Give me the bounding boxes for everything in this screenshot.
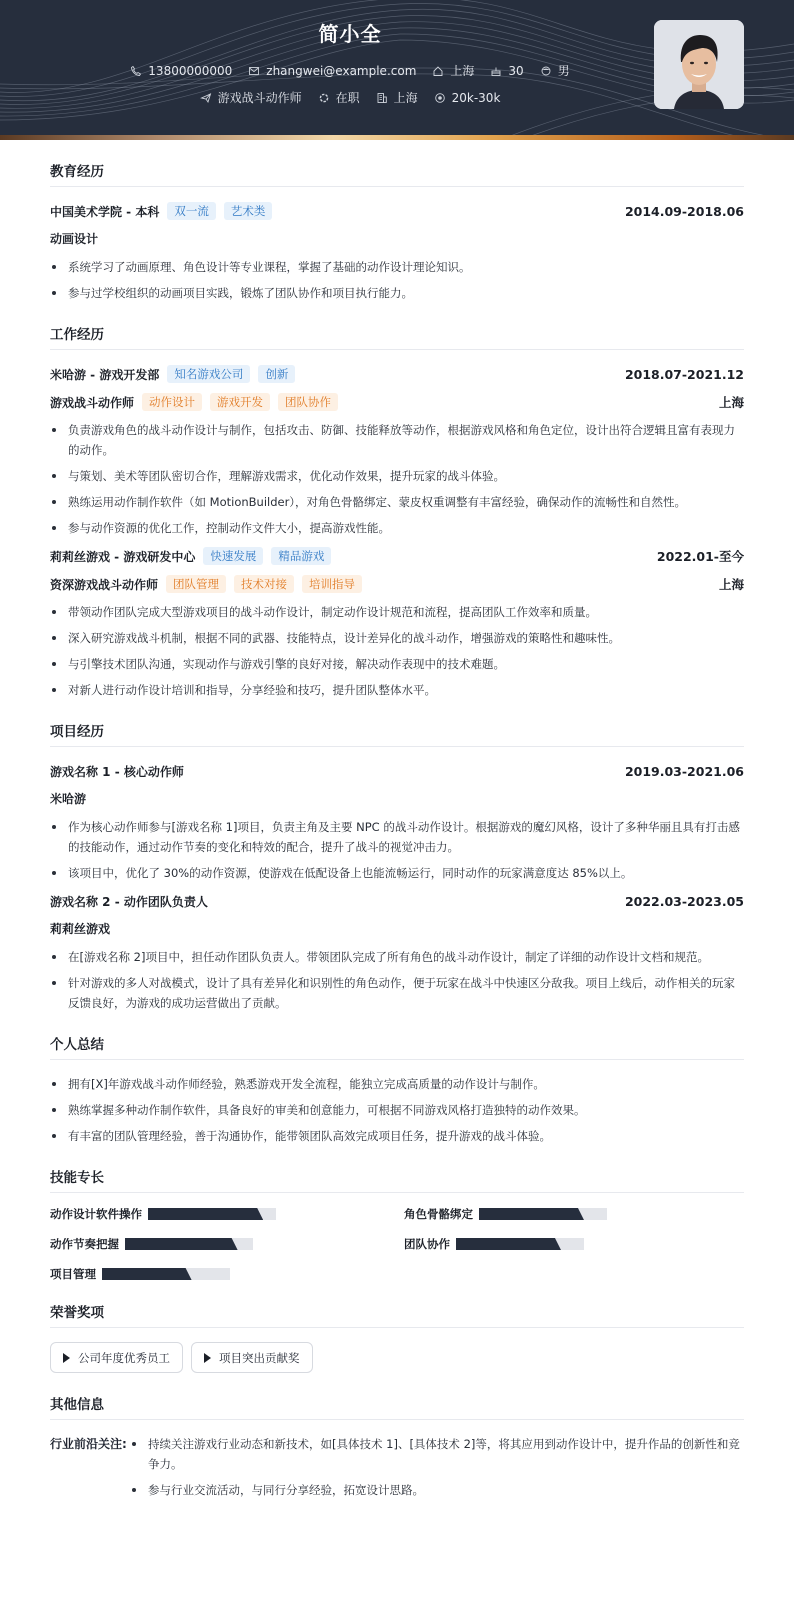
skill-label: 动作节奏把握 [50, 1237, 119, 1251]
job-role: 资深游戏战斗动作师 [50, 577, 159, 592]
project-date: 2022.03-2023.05 [624, 893, 744, 909]
bullet-item: 与引擎技术团队沟通，实现动作与游戏引擎的良好对接，解决动作表现中的技术难题。 [50, 654, 744, 674]
work-date: 2022.01-至今 [656, 549, 744, 564]
employment-status-item [318, 89, 360, 106]
age-item [490, 64, 523, 78]
major: 动画设计 [50, 232, 99, 246]
role-tag: 动作设计 [142, 393, 202, 411]
skill-label: 角色骨骼绑定 [404, 1207, 473, 1221]
role-tag: 团队管理 [166, 575, 226, 593]
industry-focus [50, 1434, 744, 1512]
projects-section [50, 720, 744, 1013]
skill-bar [125, 1238, 253, 1250]
school-tag: 双一流 [167, 202, 216, 220]
project-name: 游戏名称 1 - 核心动作师 [50, 764, 184, 779]
gender-icon [540, 65, 552, 77]
employment-status: 在职 [335, 91, 360, 105]
skill-bar-fill [456, 1238, 561, 1250]
section-title-summary: 个人总结 [50, 1033, 744, 1060]
work-entry [50, 546, 744, 700]
company-tag: 创新 [258, 365, 295, 383]
target-position-item [200, 89, 302, 106]
job-info-row [0, 89, 700, 106]
bullet-item: 系统学习了动画原理、角色设计等专业课程，掌握了基础的动作设计理论知识。 [50, 257, 744, 277]
section-title-education: 教育经历 [50, 160, 744, 187]
expected-salary: 20k-30k [451, 90, 501, 105]
industry-focus-label: 行业前沿关注: [50, 1437, 127, 1451]
skill-item [404, 1237, 744, 1251]
school-name: 中国美术学院 - 本科 [50, 204, 160, 219]
contact-info-row [0, 62, 700, 79]
skill-bar-fill [102, 1268, 192, 1280]
section-title-projects: 项目经历 [50, 720, 744, 747]
skill-bar-fill [479, 1208, 584, 1220]
skill-bar-fill [148, 1208, 263, 1220]
phone-item [130, 64, 232, 78]
skill-bar [102, 1268, 230, 1280]
phone-icon [130, 65, 142, 77]
bullet-item: 负责游戏角色的战斗动作设计与制作，包括攻击、防御、技能释放等动作，根据游戏风格和角色定位，设计出符合逻辑且富有表现力的动作。 [50, 420, 744, 460]
skills-grid [50, 1207, 744, 1281]
status-icon [318, 92, 330, 104]
gender-value: 男 [557, 64, 570, 78]
summary-section [50, 1033, 744, 1146]
award-label: 项目突出贡献奖 [219, 1350, 300, 1365]
project-bullets [50, 817, 744, 883]
section-title-other: 其他信息 [50, 1393, 744, 1420]
awards-list [50, 1342, 744, 1373]
summary-bullets [50, 1074, 744, 1146]
skill-item [50, 1237, 404, 1251]
company-tag: 快速发展 [203, 547, 263, 565]
phone-number: 13800000000 [148, 63, 233, 78]
bullet-item: 针对游戏的多人对战模式，设计了具有差异化和识别性的角色动作，便于玩家在战斗中快速区分敌我。项目上线后，动作相关的玩家反馈良好，为游戏的成功运营做出了贡献。 [50, 973, 744, 1013]
role-tag: 游戏开发 [210, 393, 270, 411]
residence-city: 上海 [450, 64, 475, 78]
role-tag: 技术对接 [234, 575, 294, 593]
skill-bar [456, 1238, 584, 1250]
mail-icon [248, 65, 260, 77]
bullet-item: 该项目中，优化了 30%的动作资源，使游戏在低配设备上也能流畅运行，同时动作的玩家满意度达 85%以上。 [50, 863, 744, 883]
bullet-item: 与策划、美术等团队密切合作，理解游戏需求，优化动作效果，提升玩家的战斗体验。 [50, 466, 744, 486]
email-item [248, 64, 416, 78]
bullet-item: 熟练掌握多种动作制作软件，具备良好的审美和创意能力，可根据不同游戏风格打造独特的动作效果。 [50, 1100, 744, 1120]
bullet-item: 参与过学校组织的动画项目实践，锻炼了团队协作和项目执行能力。 [50, 283, 744, 303]
skill-bar-fill [125, 1238, 238, 1250]
project-bullets [50, 947, 744, 1013]
target-city-item [376, 89, 418, 106]
bullet-item: 参与行业交流活动，与同行分享经验，拓宽设计思路。 [130, 1480, 744, 1500]
work-location: 上海 [718, 577, 744, 592]
target-position: 游戏战斗动作师 [217, 91, 302, 105]
work-date: 2018.07-2021.12 [624, 366, 744, 382]
bullet-item: 深入研究游戏战斗机制，根据不同的武器、技能特点，设计差异化的战斗动作，增强游戏的策略性和趣味性。 [50, 628, 744, 648]
send-icon [200, 92, 212, 104]
work-bullets [50, 602, 744, 700]
target-city: 上海 [393, 91, 418, 105]
portrait-image [654, 20, 744, 109]
role-tag: 培训指导 [302, 575, 362, 593]
section-title-awards: 荣誉奖项 [50, 1301, 744, 1328]
work-section [50, 323, 744, 700]
company-tag: 精品游戏 [271, 547, 331, 565]
project-entry [50, 761, 744, 883]
skills-section [50, 1166, 744, 1281]
bullet-item: 参与动作资源的优化工作，控制动作文件大小，提高游戏性能。 [50, 518, 744, 538]
section-title-skills: 技能专长 [50, 1166, 744, 1193]
project-entry [50, 891, 744, 1013]
award-item [191, 1342, 313, 1373]
award-label: 公司年度优秀员工 [78, 1350, 170, 1365]
residence-item [432, 62, 474, 79]
candidate-name: 简小全 [318, 22, 382, 46]
bullet-item: 带领动作团队完成大型游戏项目的战斗动作设计，制定动作设计规范和流程，提高团队工作效率和质量。 [50, 602, 744, 622]
bullet-item: 持续关注游戏行业动态和新技术，如[具体技术 1]、[具体技术 2]等，将其应用到动作设计中，提升作品的创新性和竞争力。 [130, 1434, 744, 1474]
play-triangle-icon [63, 1353, 70, 1363]
skill-item [50, 1267, 404, 1281]
bullet-item: 熟练运用动作制作软件（如 MotionBuilder），对角色骨骼绑定、蒙皮权重调整有丰富经验，确保动作的流畅性和自然性。 [50, 492, 744, 512]
company-name: 米哈游 - 游戏开发部 [50, 367, 160, 382]
other-info-section [50, 1393, 744, 1512]
company-tag: 知名游戏公司 [167, 365, 250, 383]
skill-item [50, 1207, 404, 1221]
section-title-work: 工作经历 [50, 323, 744, 350]
company-name: 莉莉丝游戏 - 游戏研发中心 [50, 549, 196, 564]
project-company: 米哈游 [50, 792, 87, 806]
project-date: 2019.03-2021.06 [624, 763, 744, 779]
work-location: 上海 [718, 395, 744, 410]
skill-label: 团队协作 [404, 1237, 450, 1251]
age-value: 30 [508, 63, 524, 78]
salary-icon [434, 92, 446, 104]
expected-salary-item [434, 91, 501, 105]
project-company: 莉莉丝游戏 [50, 922, 111, 936]
skill-bar [479, 1208, 607, 1220]
other-bullets [130, 1434, 744, 1506]
skill-item [404, 1207, 744, 1221]
role-tag: 团队协作 [278, 393, 338, 411]
bullet-item: 拥有[X]年游戏战斗动作师经验，熟悉游戏开发全流程，能独立完成高质量的动作设计与制作。 [50, 1074, 744, 1094]
job-role: 游戏战斗动作师 [50, 395, 135, 410]
skill-bar [148, 1208, 276, 1220]
award-item [50, 1342, 183, 1373]
project-name: 游戏名称 2 - 动作团队负责人 [50, 894, 208, 909]
avatar [654, 20, 744, 109]
work-bullets [50, 420, 744, 538]
education-entry [50, 201, 744, 303]
school-tag: 艺术类 [224, 202, 273, 220]
play-triangle-icon [204, 1353, 211, 1363]
home-icon [432, 65, 444, 77]
work-entry [50, 364, 744, 538]
skill-label: 项目管理 [50, 1267, 96, 1281]
education-bullets [50, 257, 744, 303]
cake-icon [490, 65, 502, 77]
header-accent-bar [0, 135, 794, 140]
bullet-item: 作为核心动作师参与[游戏名称 1]项目，负责主角及主要 NPC 的战斗动作设计。根据游戏的魔幻风格，设计了多种华丽且具有打击感的技能动作，通过动作节奏的变化和特效的配合，提升了战斗的视觉冲击力。 [50, 817, 744, 857]
gender-item [540, 62, 570, 79]
education-date: 2014.09-2018.06 [624, 203, 744, 219]
email-address: zhangwei@example.com [266, 63, 417, 78]
awards-section [50, 1301, 744, 1373]
bullet-item: 在[游戏名称 2]项目中，担任动作团队负责人。带领团队完成了所有角色的战斗动作设计，制定了详细的动作设计文档和规范。 [50, 947, 744, 967]
building-icon [376, 92, 388, 104]
education-section [50, 160, 744, 303]
skill-label: 动作设计软件操作 [50, 1207, 142, 1221]
resume-header [0, 0, 794, 140]
bullet-item: 有丰富的团队管理经验，善于沟通协作，能带领团队高效完成项目任务，提升游戏的战斗体验。 [50, 1126, 744, 1146]
bullet-item: 对新人进行动作设计培训和指导，分享经验和技巧，提升团队整体水平。 [50, 680, 744, 700]
